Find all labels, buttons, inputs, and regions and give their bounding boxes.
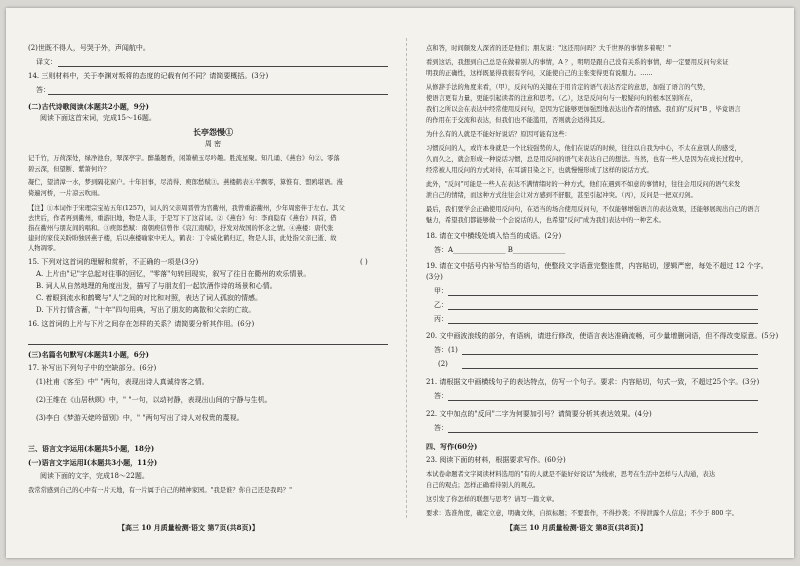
answer-line — [448, 295, 758, 296]
passage-line: 泄自己的情绪，而这种方式往往会让对方感到不舒服，甚至引起冲突。（丙），反问是一把双刃剑。 — [426, 192, 697, 199]
passage-line: 最后，我们要学会正确使用反问句，在适当的场合使用反问句，不仅能够增强语言的表达效果，还能够展现出自己的语言 — [426, 206, 760, 213]
q17-sub3: (3)李白《梦游天姥吟留别》中，" "两句写出了诗人对权贵的蔑视。 — [36, 414, 244, 422]
q20-answer-1: 答：(1) — [434, 346, 458, 354]
passage-line: 习惯反问的人，或许本身就是一个比较强势的人，他们在说话的时候，往往以自我为中心，不太在意别人的感受， — [426, 145, 741, 152]
q21: 21. 请根据文中画横线句子的表达特点，仿写一个句子。要求：内容贴切，句式一致，不超过25个字。(3分) — [426, 378, 760, 386]
poem-title: 长亭怨慢① — [193, 127, 233, 137]
q19-yi: 乙： — [434, 301, 448, 309]
exam-sheet — [6, 8, 794, 558]
poem-author: 周 密 — [204, 140, 222, 148]
section-language: 三、语言文字运用(本题共5小题，18分) — [28, 444, 155, 453]
passage-line: 此外，"反问"可能是一些人在表达不满情绪时的一种方式，他们在遇到不如意的事情时，往往会用反问的语气来发 — [426, 181, 741, 188]
poem-note: 【注】①本词作于宋理宗宝祐五年(1257)，词人的父亲周晋曾为官衢州，我曾重游衢州，少年周密伴于左右。其父 — [28, 205, 345, 212]
q15-option-d: D. 下片打情含蓄，"十年"四句用典，写出了朋友的离散和父亲的亡故。 — [36, 306, 256, 314]
passage-line: 点和答，时间颇发人深省的还是他们；朋友说："这还用问吗？大千世界的事情多着呢！" — [426, 45, 672, 52]
q20-answer-2: (2) — [438, 360, 448, 368]
page-divider — [406, 38, 407, 518]
q23: 23. 阅读下面的材料，根据要求写作。(60分) — [426, 456, 566, 464]
passage-line: 明我的正确性，这样既显得我很有学问，又能使自己的主张变得更有说服力。…… — [426, 70, 653, 77]
poem-line: 凝伫，望清漳一水，梦到隔花窗户。十年旧事，尽消得、庾郎愁赋③。燕楼鹤表④半飘零，算惟有、盟鸥堪语。漫 — [28, 179, 343, 186]
q21-answer: 答： — [434, 392, 448, 400]
q16: 16. 这首词的上片与下片之间存在怎样的关系？请简要分析其作用。(6分) — [28, 320, 255, 328]
passage-line: 的作用在于交流和表达，但我们也不能滥用，否则就会适得其反。 — [426, 117, 609, 124]
poem-line: 倚遍河桥，一片凉云吹雨。 — [28, 190, 104, 197]
writing-prompt: 这引发了你怎样的联想与思考？请写一篇文章。 — [426, 496, 559, 503]
answer-line — [58, 66, 388, 67]
answer-line — [448, 400, 758, 401]
q19: 19. 请在文中括号内补写恰当的语句，使整段文字语意完整连贯，内容贴切，逻辑严密，每处不超过 12 个字。 — [426, 262, 768, 270]
answer-bracket: ( ) — [360, 258, 368, 266]
writing-material: 本试卷命题者文字阅读材料选用的"有的人就是不能好好说话"为线索，思考在生活中怎样与人沟通，表达 — [426, 471, 716, 478]
answer-line — [28, 344, 388, 345]
answer-line — [448, 432, 758, 433]
passage-line: 我们之所以会在表达中经常使用反问句，是因为它能够更加强烈地表达出作者的情感。我们的"反问"B ，毕竟语言 — [426, 106, 741, 113]
page-footer-left: 【高三 10 月质量检测·语文 第7页(共8页)】 — [118, 523, 259, 532]
poem-line: 记千竹，万荷深处，绿净池台，翠深亭宇。醉墨题香，闲箫横玉尽吟趣。胜流星聚。知几诵、《燕台》句②。零落 — [28, 155, 340, 162]
poem-note: 建封的家伎关盼盼独居燕子楼，后以燕楼喻家中无人，鹤表：丁令威化鹤归辽，物是人非，此处指父亲已逝、故 — [28, 235, 337, 242]
language-instruction: 阅读下面的文字，完成18～22题。 — [40, 472, 149, 480]
writing-requirements: 要求：选准角度，确定立意，明确文体，自拟标题；不要套作，不得抄袭；不得泄露个人信息；不少于 800 字。 — [426, 510, 738, 517]
q18: 18. 请在文中横线处填入恰当的成语。(2分) — [426, 232, 562, 240]
q22-answer: 答： — [434, 424, 448, 432]
q15: 15. 下列对这首词的理解和赏析，不正确的一项是(3分) — [28, 258, 199, 266]
answer-line — [48, 94, 388, 95]
q19-bing: 丙： — [434, 315, 448, 323]
q15-option-b: B. 词人从自然地理的角度出发，描写了与朋友们一起饮酒作诗的场景和心情。 — [36, 282, 277, 290]
subsection-language: (一)语言文字运用Ⅰ(本题共3小题，11分) — [28, 458, 158, 467]
poem-note: 去世后，作者再到衢州，重游旧地，物是人非，于是写下了这首词。②《燕台》句：李商隐有《燕台》四首，借 — [28, 215, 337, 222]
q15-option-a: A. 上片由"记"字总起对往事的回忆，"零落"句转回现实，叙写了往日在衢州的欢乐情景。 — [36, 270, 311, 278]
q19-jia: 甲： — [434, 287, 448, 295]
q17-sub2: (2)王维在《山居秋暝》中，" "一句，以动衬静，表现出山间的宁静与生机。 — [36, 396, 272, 404]
passage-line: 看到这话，我想到自己总是在做着别人的事情，A ？，明明是跟自己没有关系的事情，却一定要用反问句来证 — [426, 59, 729, 66]
answer-line — [462, 354, 758, 355]
passage-line: 久而久之，就会形成一种说话习惯，总是用反问的语气来表达自己的想法。当然，也有一些人是因为在成长过程中， — [426, 156, 748, 163]
q13-sub2: (2)世既不得人，号哭于外，声闻航中。 — [28, 44, 150, 52]
passage-line: 从修辞手法的角度来看，（甲），反问句的关键在于用肯定的语气表达否定的意思，加强了语言的气势， — [426, 84, 710, 91]
passage-line: 使语言更有力量，更能引起读者的注意和思考。（乙），这是反问句与一般疑问句的根本区别所在， — [426, 95, 697, 102]
passage-line: 魅力，希望我们都能够做一个会说话的人，也希望"反问"成为我们表达中的一种艺术。 — [426, 217, 665, 224]
section-recitation: (三)名篇名句默写(本题共1小题，6分) — [28, 350, 149, 359]
q17-sub1: (1)杜甫《客至》中" "两句，表现出诗人真诚待客之情。 — [36, 378, 209, 386]
q15-option-c: C. 着眼到流水和鹤鹭与"人"之间的对比和对照，表达了词人孤寂的情感。 — [36, 294, 262, 302]
q20: 20. 文中画波浪线的部分，有语病，请进行修改，使语言表达准确流畅，可少量增删词语，但不得改变原意。(5分) — [426, 332, 779, 340]
translation-label: 译文： — [36, 58, 57, 66]
answer-label: 答： — [36, 86, 50, 94]
answer-line — [448, 323, 758, 324]
q14: 14. 三则材料中，关于李渊对叛将的态度的记载有何不同？请简要概括。(3分) — [28, 72, 269, 80]
section-writing: 四、写作(60分) — [426, 442, 478, 451]
passage-line: 我常常感到自己的心中有一片天地，有一片属于自己的精神家园。"我是谁？你自己还是我吗？" — [28, 487, 292, 494]
poem-note: 指在衢州与朋友间的唱和。③庾郎愁赋：南朝庾信曾作《哀江南赋》，抒发对故国的怀念之情。④燕楼：唐代张 — [28, 225, 334, 232]
passage-line: 为什么有的人就是不能好好说话？原因可能有这些： — [426, 131, 571, 138]
poem-line: 碧云深，但望断、紫箫何许？ — [28, 166, 110, 173]
writing-material: 自己的观点；怎样正确看待别人的观点。 — [426, 482, 540, 489]
page-footer-right: 【高三 10 月质量检测·语文 第8页(共8页)】 — [506, 523, 647, 532]
poetry-instruction: 阅读下面这首宋词，完成15～16题。 — [40, 114, 156, 122]
q22: 22. 文中加点的"反问"二字为何要加引号？请简要分析其表达效果。(4分) — [426, 410, 652, 418]
answer-line — [462, 368, 758, 369]
q19-points: (3分) — [426, 273, 443, 281]
q17: 17. 补写出下列句子中的空缺部分。(6分) — [28, 364, 157, 372]
section-poetry: (二)古代诗歌阅读(本题共2小题，9分) — [28, 102, 149, 111]
passage-line: 经常被人用反问的方式对待，在耳濡目染之下，也就慢慢形成了这样的说话方式。 — [426, 167, 653, 174]
answer-line — [448, 309, 758, 310]
q18-answer: 答：A_______________ B_______________ — [434, 246, 566, 254]
poem-note: 人物凋零。 — [28, 245, 60, 252]
